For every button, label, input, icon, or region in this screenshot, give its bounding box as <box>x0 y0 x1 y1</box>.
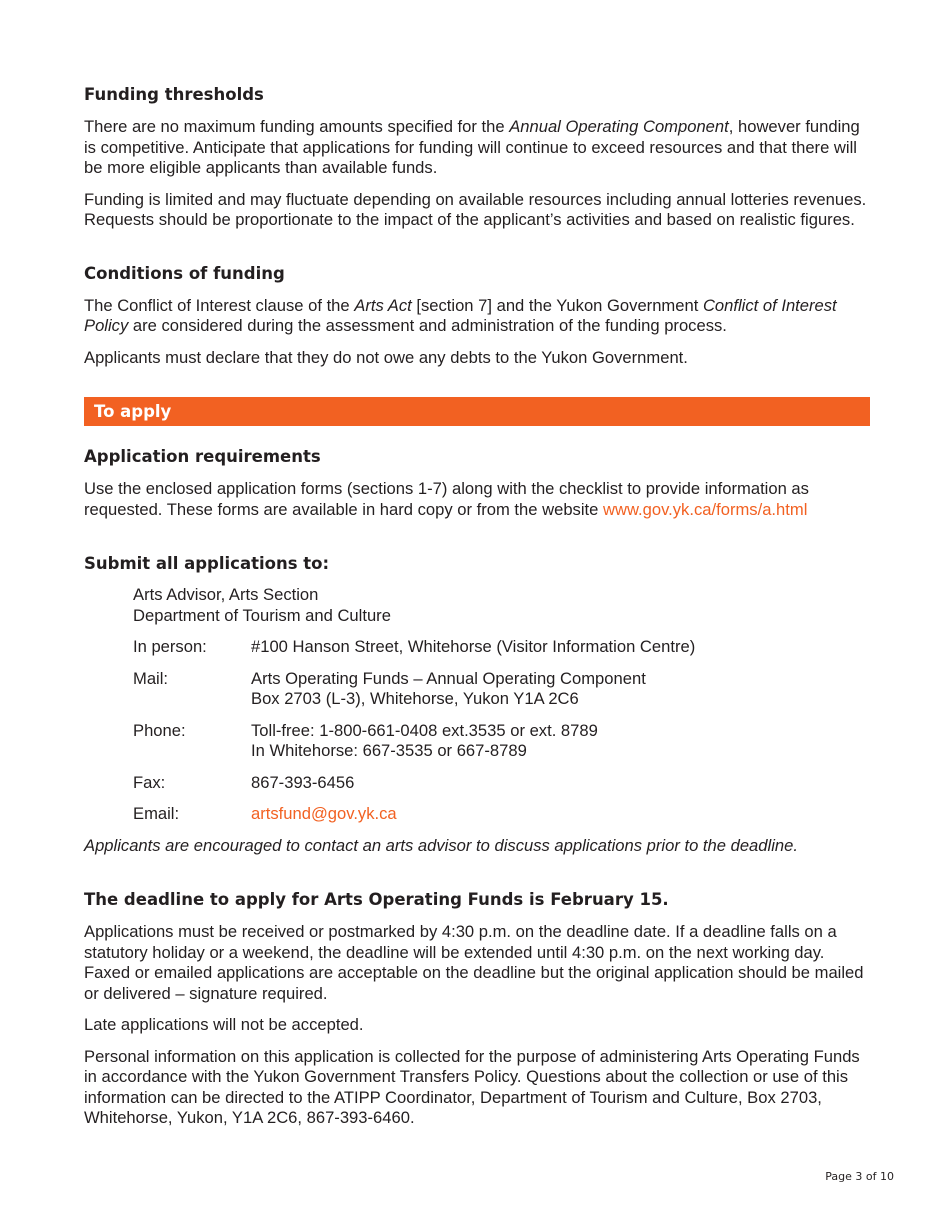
contact-row-in-person <box>133 637 870 658</box>
conditions-heading: Conditions of funding <box>84 263 285 283</box>
address-line-1: Arts Advisor, Arts Section <box>133 585 319 604</box>
submit-heading: Submit all applications to: <box>84 554 330 573</box>
contact-row-fax <box>133 773 870 794</box>
submit-address-block <box>133 585 870 825</box>
contact-label-fax: Fax: <box>133 772 166 792</box>
contact-value-phone-line-2: In Whitehorse: 667-3535 or 667-8789 <box>251 741 527 760</box>
contact-value-mail-line-2: Box 2703 (L-3), Whitehorse, Yukon Y1A 2C6 <box>251 689 579 708</box>
contact-label-email: Email: <box>133 804 180 823</box>
contact-row-mail <box>133 669 870 710</box>
contact-value-in-person: #100 Hanson Street, Whitehorse (Visitor Information Centre) <box>251 637 696 656</box>
submit-note: Applicants are encouraged to contact an arts advisor to discuss applications prior to the deadline. <box>84 835 798 855</box>
page-number: Page 3 of 10 <box>825 1170 894 1183</box>
contact-value-phone-line-1: Toll-free: 1-800-661-0408 ext.3535 or ext. 8789 <box>251 720 598 740</box>
conditions-paragraph-2: Applicants must declare that they do not owe any debts to the Yukon Government. <box>84 347 688 367</box>
contact-label-mail: Mail: <box>133 668 169 688</box>
funding-thresholds-paragraph-1: There are no maximum funding amounts specified for the Annual Operating Component, however funding is competitive. Anticipate that applications for funding will continue to exceed resources and that there will be more eligible applicants than available funds. <box>84 117 860 177</box>
conditions-paragraph-1: The Conflict of Interest clause of the Arts Act [section 7] and the Yukon Government Conflict of Interest Policy are considered during the assessment and administration of the funding process. <box>84 295 837 335</box>
contact-value-mail-line-1: Arts Operating Funds – Annual Operating Component <box>251 668 646 688</box>
contact-label-in-person: In person: <box>133 637 207 656</box>
deadline-paragraph-1: Applications must be received or postmarked by 4:30 p.m. on the deadline date. If a deadline falls on a statutory holiday or a weekend, the deadline will be extended until 4:30 p.m. on the next working day. Faxed or emailed applications are acceptable on the deadline but the original application should be mailed or delivered – signature required. <box>84 922 864 1003</box>
funding-thresholds-heading: Funding thresholds <box>84 85 264 104</box>
forms-website-link[interactable]: www.gov.yk.ca/forms/a.html <box>602 499 808 519</box>
to-apply-banner: To apply <box>84 397 870 426</box>
deadline-paragraph-3: Personal information on this application is collected for the purpose of administering Arts Operating Funds in accordance with the Yukon Government Transfers Policy. Questions about the collection or use of this information can be directed to the ATIPP Coordinator, Department of Tourism and Culture, Box 2703, Whitehorse, Yukon, Y1A 2C6, 867-393-6460. <box>84 1046 860 1127</box>
deadline-heading: The deadline to apply for Arts Operating Funds is February 15. <box>84 890 669 909</box>
document-page <box>84 83 870 1129</box>
contact-row-email <box>133 804 870 825</box>
funding-thresholds-paragraph-2: Funding is limited and may fluctuate depending on available resources including annual lotteries revenues. Requests should be proportionate to the impact of the applicant’s activities and based on realistic figures. <box>84 189 867 229</box>
contact-row-phone <box>133 721 870 762</box>
deadline-paragraph-2: Late applications will not be accepted. <box>84 1015 364 1034</box>
application-requirements-paragraph: Use the enclosed application forms (sections 1-7) along with the checklist to provide information as requested. These forms are available in hard copy or from the website www.gov.yk.ca/forms/a.html <box>84 479 809 519</box>
address-line-2: Department of Tourism and Culture <box>133 605 391 625</box>
contact-email-link[interactable]: artsfund@gov.yk.ca <box>251 804 397 823</box>
contact-value-fax: 867-393-6456 <box>251 772 355 792</box>
contact-label-phone: Phone: <box>133 720 186 740</box>
application-requirements-heading: Application requirements <box>84 447 321 466</box>
